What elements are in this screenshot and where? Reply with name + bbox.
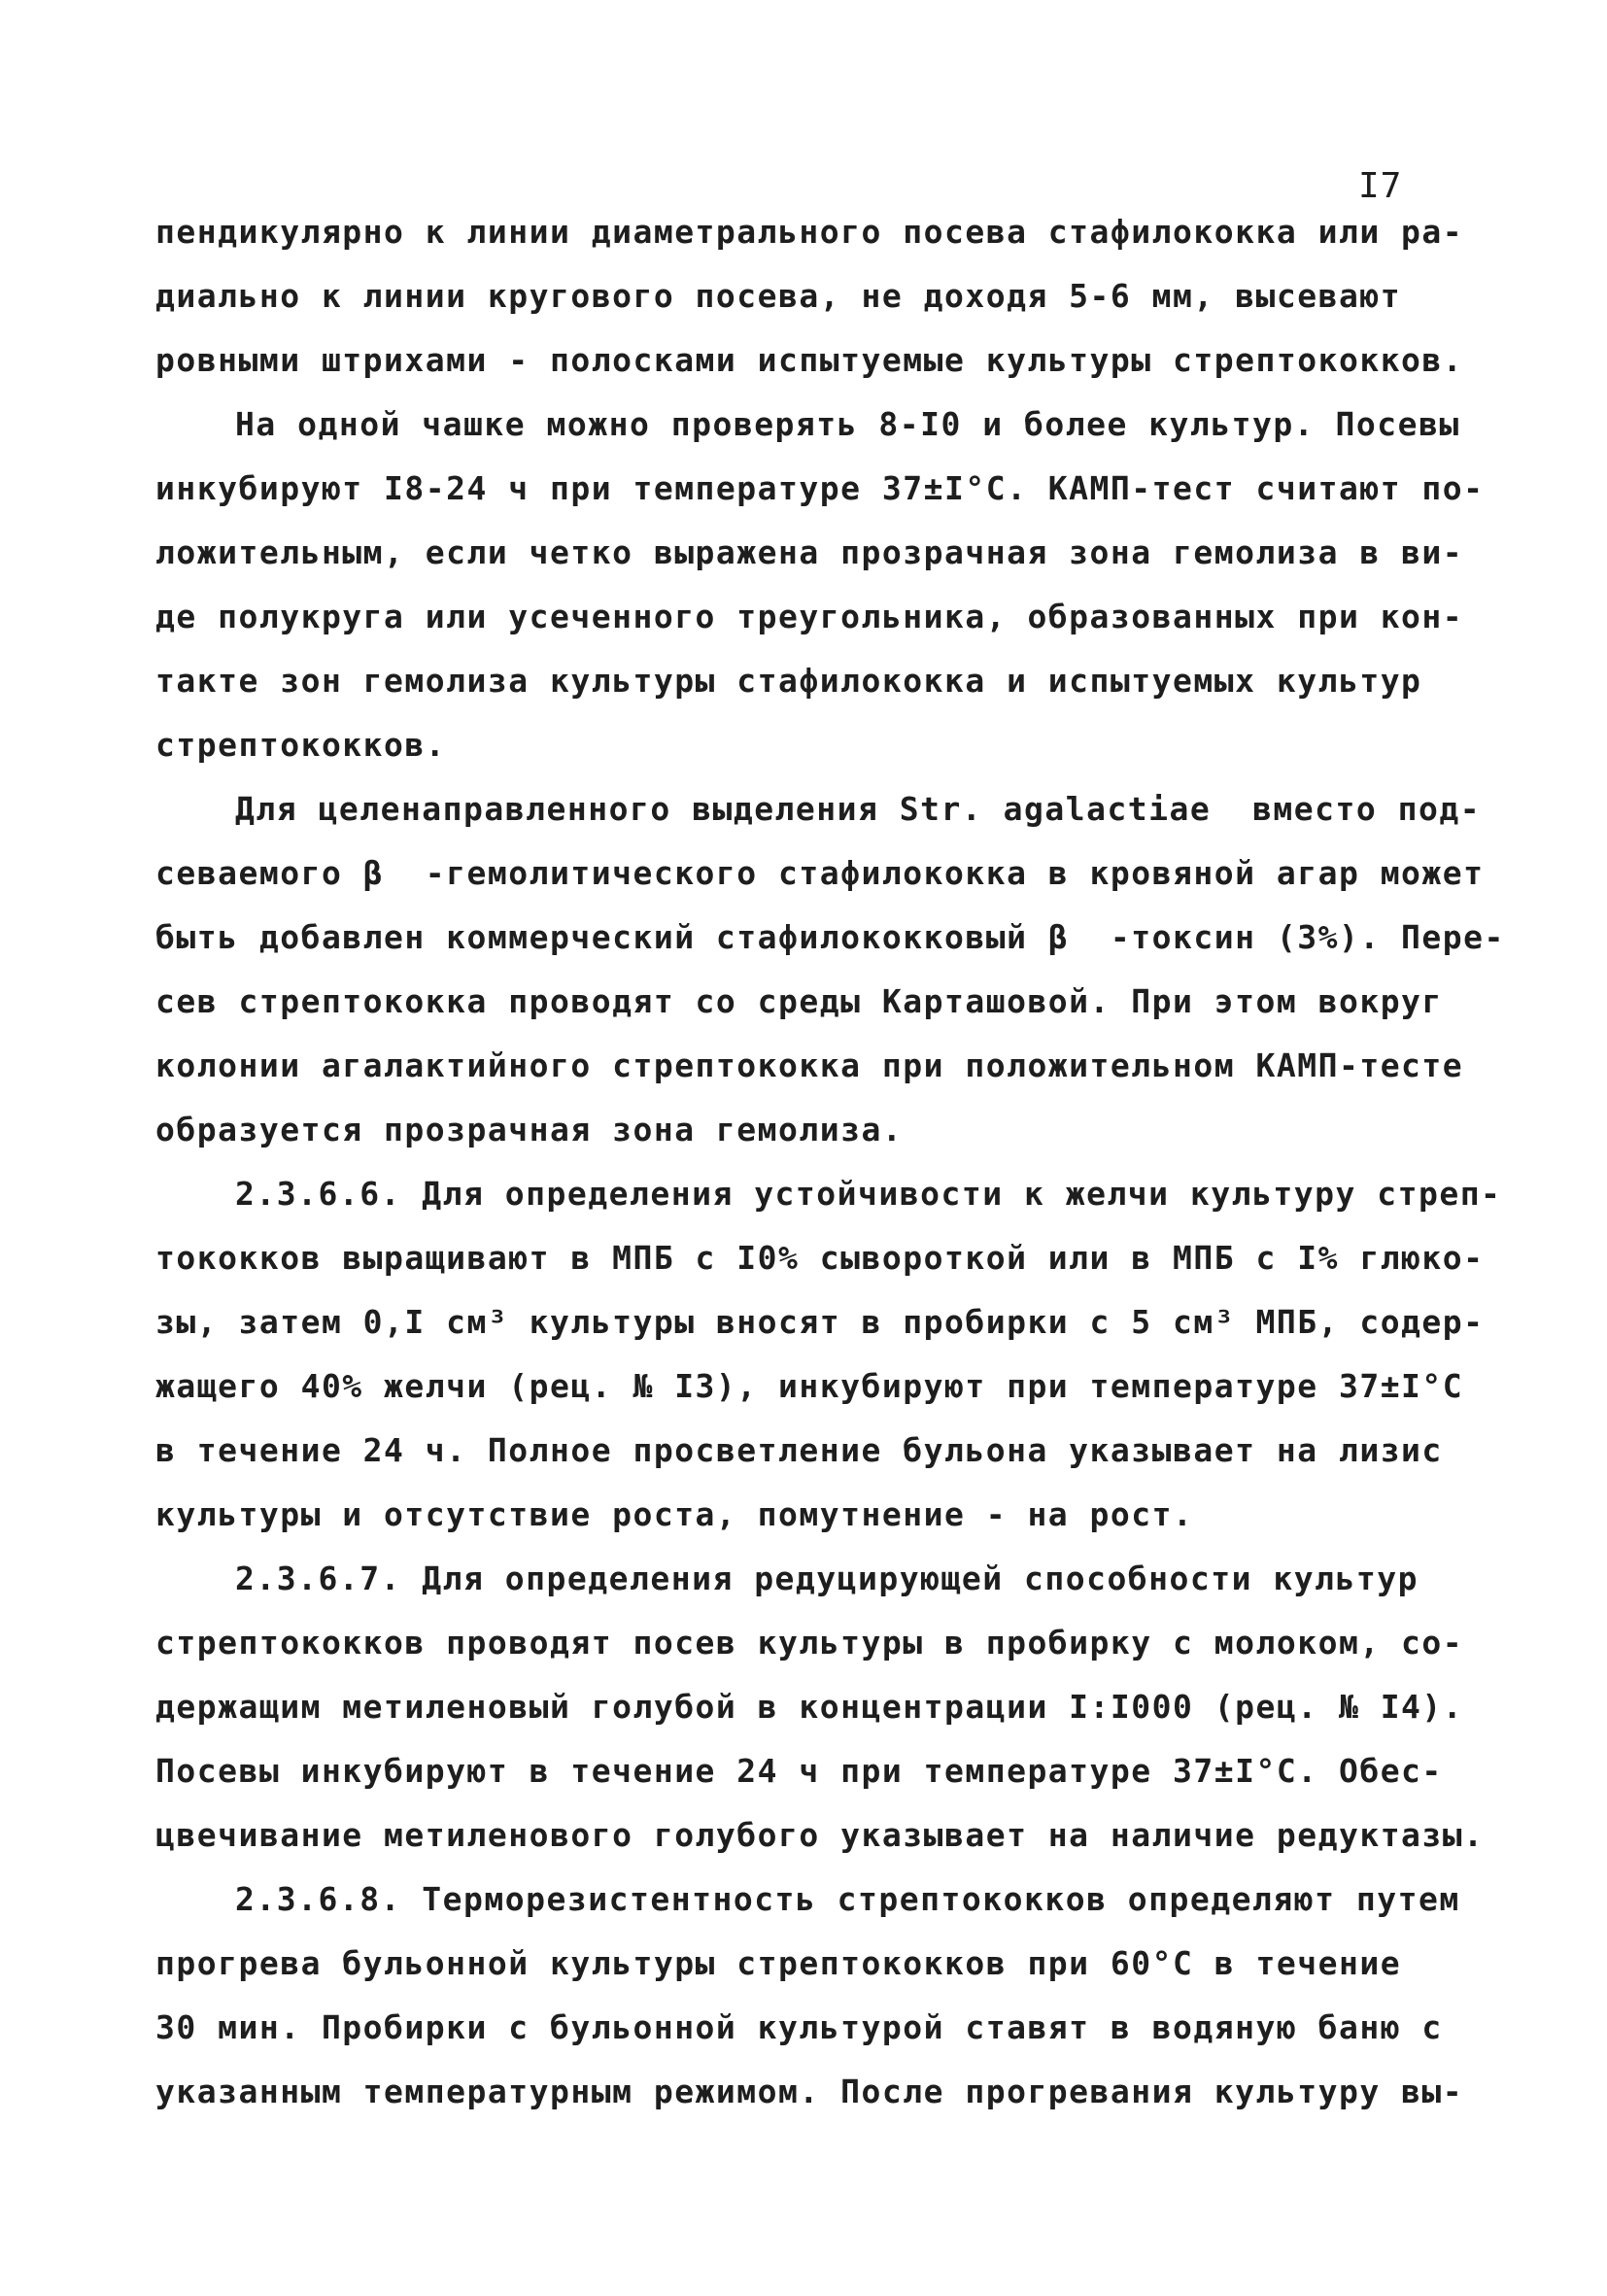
paragraph-3-line-4: сев стрептококка проводят со среды Карташовой. При этом вокруг [155,982,1443,1020]
paragraph-5-line-5: цвечивание метиленового голубого указывает на наличие редуктазы. [155,1816,1485,1854]
paragraph-6-line-3: 30 мин. Пробирки с бульонной культурой ставят в водяную баню с [155,2008,1443,2046]
paragraph-5-line-2: стрептококков проводят посев культуры в пробирку с молоком, со- [155,1624,1464,1662]
paragraph-5-line-4: Посевы инкубируют в течение 24 ч при температуре 37±I°С. Обес- [155,1752,1443,1790]
paragraph-6-line-4: указанным температурным режимом. После прогревания культуру вы- [155,2073,1464,2110]
paragraph-3-line-6: образуется прозрачная зона гемолиза. [155,1111,904,1148]
paragraph-1-line-2: диально к линии кругового посева, не доходя 5-6 мм, высевают [155,277,1402,315]
paragraph-6-line-1: 2.3.6.8. Терморезистентность стрептококков определяют путем [235,1880,1460,1918]
paragraph-1-line-1: пендикулярно к линии диаметрального посева стафилококка или ра- [155,213,1464,251]
paragraph-6-line-2: прогрева бульонной культуры стрептококков при 60°С в течение [155,1944,1402,1982]
paragraph-4-line-6: культуры и отсутствие роста, помутнение - на рост. [155,1495,1194,1533]
paragraph-4-line-4: жащего 40% желчи (рец. № I3), инкубируют при температуре 37±I°С [155,1367,1464,1405]
paragraph-4-line-2: тококков выращивают в МПБ с I0% сывороткой или в МПБ с I% глюко- [155,1239,1485,1277]
paragraph-3-line-1: Для целенаправленного выделения Str. agalactiae вместо под- [235,790,1482,828]
paragraph-3-line-2: севаемого β -гемолитического стафилококка в кровяной агар может [155,854,1485,892]
paragraph-4-line-3: зы, затем 0,I см³ культуры вносят в пробирки с 5 см³ МПБ, содер- [155,1303,1485,1341]
paragraph-4-line-1: 2.3.6.6. Для определения устойчивости к желчи культуру стреп- [235,1175,1502,1213]
paragraph-4-line-5: в течение 24 ч. Полное просветление бульона указывает на лизис [155,1431,1443,1469]
paragraph-2-line-6: стрептококков. [155,726,447,764]
paragraph-5-line-1: 2.3.6.7. Для определения редуцирующей способности культур [235,1559,1419,1597]
paragraph-5-line-3: держащим метиленовый голубой в концентрации I:I000 (рец. № I4). [155,1688,1464,1726]
paragraph-1-line-3: ровными штрихами - полосками испытуемые культуры стрептококков. [155,341,1464,379]
paragraph-2-line-4: де полукруга или усеченного треугольника, образованных при кон- [155,598,1464,635]
body-text [155,200,1505,2124]
paragraph-2-line-3: ложительным, если четко выражена прозрачная зона гемолиза в ви- [155,533,1464,571]
paragraph-3-line-5: колонии агалактийного стрептококка при положительном КАМП-тесте [155,1046,1464,1084]
page-number: I7 [1358,166,1403,206]
paragraph-2-line-5: такте зон гемолиза культуры стафилококка и испытуемых культур [155,662,1422,700]
paragraph-2-line-1: На одной чашке можно проверять 8-I0 и более культур. Посевы [235,405,1460,443]
paragraph-3-line-3: быть добавлен коммерческий стафилококковый β -токсин (3%). Пере- [155,918,1505,956]
paragraph-2-line-2: инкубируют I8-24 ч при температуре 37±I°С. КАМП-тест считают по- [155,469,1485,507]
